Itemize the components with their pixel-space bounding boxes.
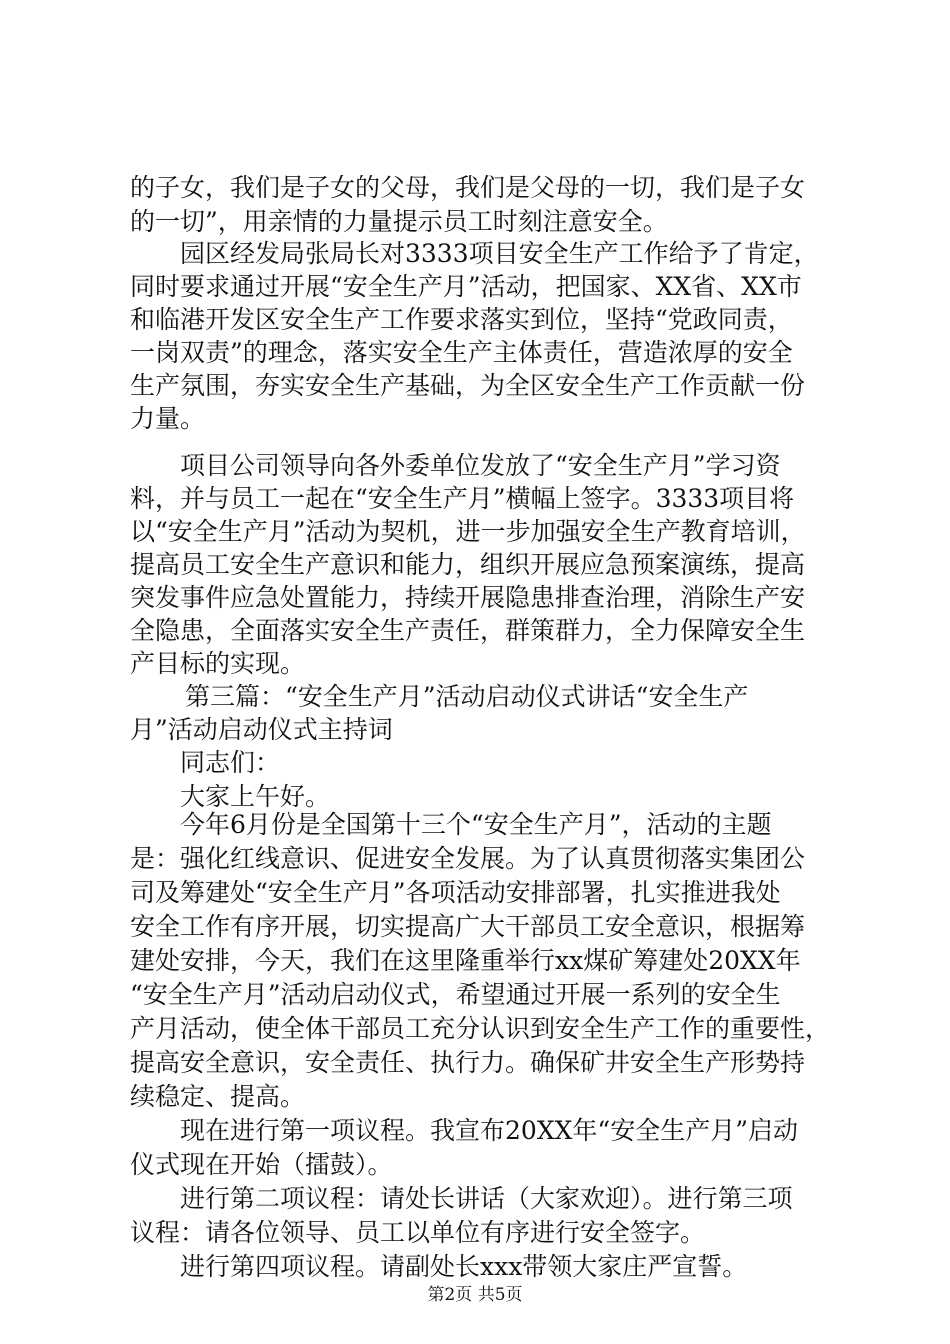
text-line: 以“安全生产月”活动为契机，进一步加强安全生产教育培训， [130, 517, 806, 546]
text-line: 司及筹建处“安全生产月”各项活动安排部署，扎实推进我处 [130, 878, 781, 907]
text-line: 仪式现在开始（擂鼓）。 [130, 1150, 393, 1179]
text-line: 料，并与员工一起在“安全生产月”横幅上签字。3333项目将 [130, 484, 795, 513]
paragraph-first-line: 进行第二项议程：请处长讲话（大家欢迎）。进行第三项 [180, 1184, 793, 1213]
text-line: 的子女，我们是子女的父母，我们是父母的一切，我们是子女 [130, 173, 806, 202]
paragraph-first-line: 今年6月份是全国第十三个“安全生产月”，活动的主题 [180, 810, 772, 839]
text-line: 议程：请各位领导、员工以单位有序进行安全签字。 [130, 1218, 706, 1247]
text-line: 续稳定、提高。 [130, 1082, 306, 1111]
text-line: 全隐患，全面落实安全生产责任，群策群力，全力保障安全生 [130, 616, 806, 645]
text-line: “安全生产月”活动启动仪式，希望通过开展一系列的安全生 [130, 980, 781, 1009]
text-line: 生产氛围，夯实安全生产基础，为全区安全生产工作贡献一份 [130, 371, 806, 400]
text-line: 是：强化红线意识、促进安全发展。为了认真贯彻落实集团公 [130, 844, 806, 873]
paragraph-first-line: 进行第四项议程。请副处长xxx带领大家庄严宣誓。 [180, 1252, 748, 1281]
text-line: 突发事件应急处置能力，持续开展隐患排查治理，消除生产安 [130, 583, 806, 612]
text-line: 的一切”，用亲情的力量提示员工时刻注意安全。 [130, 207, 668, 236]
section-heading: 第三篇：“安全生产月”活动启动仪式讲话“安全生产 [185, 682, 749, 711]
paragraph-first-line: 项目公司领导向各外委单位发放了“安全生产月”学习资 [180, 451, 781, 480]
text-line: 同时要求通过开展“安全生产月”活动，把国家、XX省、XX市 [130, 272, 802, 301]
text-line: 产目标的实现。 [130, 649, 306, 678]
salutation: 同志们： [180, 748, 281, 777]
text-line: 一岗双责”的理念，落实安全生产主体责任，营造浓厚的安全 [130, 338, 793, 367]
greeting: 大家上午好。 [180, 782, 331, 811]
paragraph-first-line: 现在进行第一项议程。我宣布20XX年“安全生产月”启动 [180, 1116, 798, 1145]
section-heading: 月”活动启动仪式主持词 [130, 715, 393, 744]
text-line: 安全工作有序开展，切实提高广大干部员工安全意识，根据筹 [130, 912, 806, 941]
text-line: 和临港开发区安全生产工作要求落实到位，坚持“党政同责， [130, 305, 793, 334]
page-number-footer: 第2页 共5页 [427, 1285, 523, 1305]
text-line: 提高员工安全生产意识和能力，组织开展应急预案演练，提高 [130, 550, 806, 579]
text-line: 提高安全意识，安全责任、执行力。确保矿井安全生产形势持 [130, 1048, 806, 1077]
text-line: 力量。 [130, 404, 206, 433]
text-line: 建处安排，今天，我们在这里隆重举行xx煤矿筹建处20XX年 [130, 946, 801, 975]
text-line: 产月活动，使全体干部员工充分认识到安全生产工作的重要性， [130, 1014, 830, 1043]
paragraph-first-line: 园区经发局张局长对3333项目安全生产工作给予了肯定， [180, 239, 819, 268]
